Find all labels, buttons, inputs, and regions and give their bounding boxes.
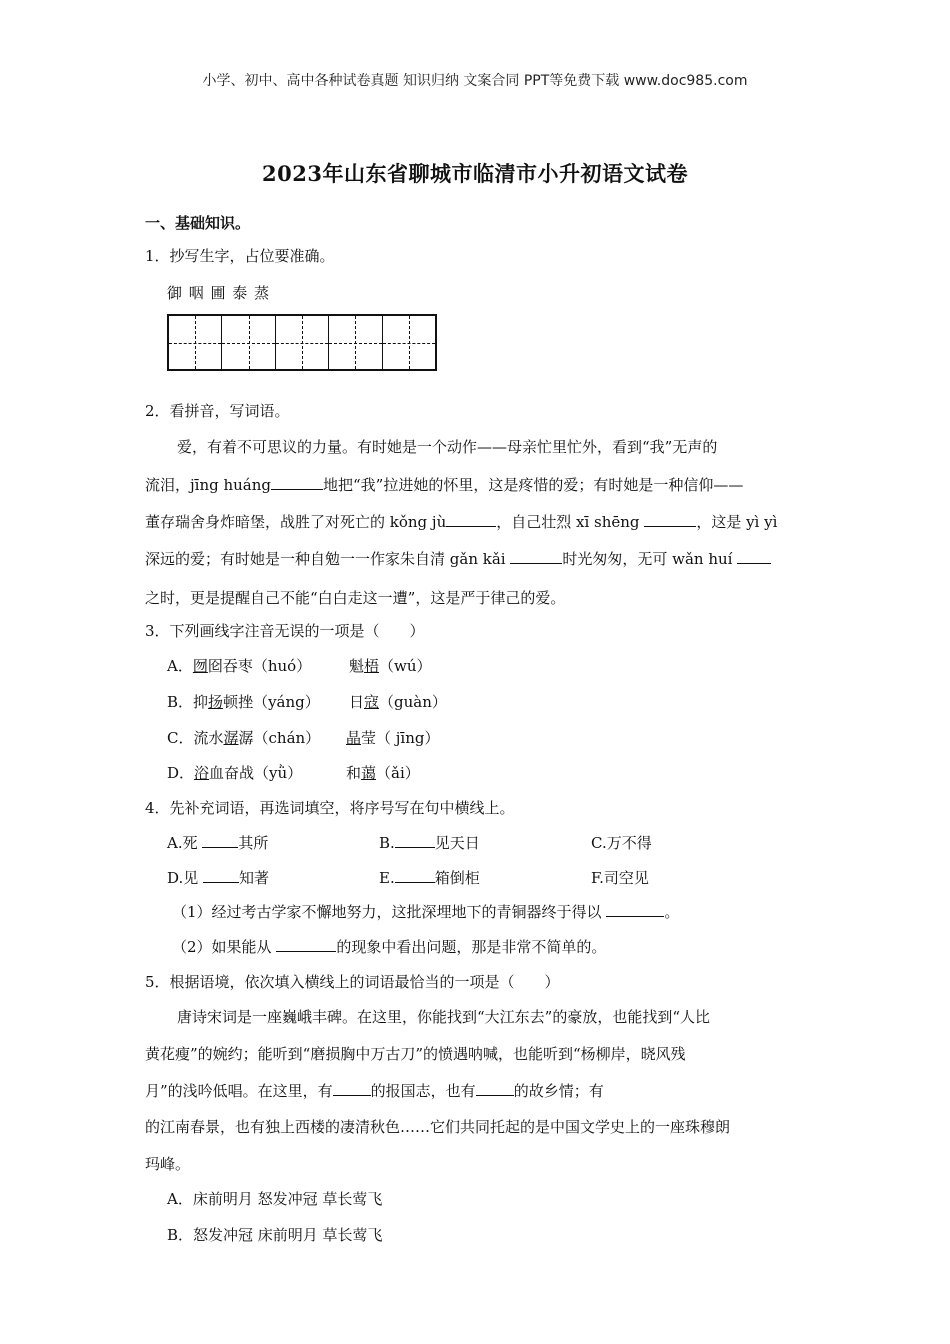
- q1-stem: 1．抄写生字，占位要准确。: [145, 247, 335, 265]
- q3-stem: 3．下列画线字注音无误的一项是（ ）: [145, 622, 425, 640]
- q4-option-b: B. 见天日: [379, 834, 480, 852]
- page-header: 小学、初中、高中各种试卷真题 知识归纳 文案合同 PPT等免费下载 www.doc985.com: [202, 73, 748, 89]
- answer-blank[interactable]: [606, 902, 664, 917]
- q5-line: 唐诗宋词是一座巍峨丰碑。在这里，你能找到“大江东去”的豪放，也能找到“人比: [177, 1008, 711, 1026]
- q5-option-b[interactable]: B．怒发冲冠 床前明月 草长莺飞: [167, 1226, 383, 1244]
- q3-option-d-word2: 和蔼（ǎi）: [346, 764, 420, 782]
- q3-option-c-word2: 晶莹（ jīng）: [346, 729, 440, 747]
- q5-stem: 5．根据语境，依次填入横线上的词语最恰当的一项是（ ）: [145, 973, 560, 991]
- exam-title: 2023年山东省聊城市临清市小升初语文试卷: [262, 161, 688, 186]
- q3-option-b-word2: 日寇（guàn）: [349, 693, 447, 711]
- q4-option-e: E. 箱倒柜: [379, 869, 480, 887]
- q2-stem: 2．看拼音，写词语。: [145, 402, 290, 420]
- section-heading: 一、基础知识。: [145, 214, 251, 232]
- q2-line: 深远的爱；有时她是一种自勉一一作家朱自清 gǎn kǎi 时光匆匆，无可 wǎn huí: [145, 548, 771, 569]
- answer-blank[interactable]: [395, 868, 435, 883]
- q3-option-d[interactable]: D．浴血奋战（yǜ）: [167, 764, 303, 782]
- answer-blank[interactable]: [446, 512, 496, 527]
- q1-characters: 御 咽 圃 泰 蒸: [167, 284, 271, 302]
- writing-grid[interactable]: [167, 314, 437, 371]
- answer-blank[interactable]: [476, 1081, 514, 1096]
- q2-line: 流泪，jīng huáng 地把“我”拉进她的怀里，这是疼惜的爱；有时她是一种信仰——: [145, 476, 744, 494]
- answer-blank[interactable]: [333, 1081, 371, 1096]
- q4-option-f: F.司空见: [591, 869, 649, 887]
- q5-option-a[interactable]: A．床前明月 怒发冲冠 草长莺飞: [167, 1190, 383, 1208]
- q4-option-a: A.死 其所: [167, 834, 269, 852]
- q3-option-b[interactable]: B．抑扬顿挫（yáng）: [167, 693, 320, 711]
- q5-line: 月”的浅吟低唱。在这里，有 的报国志，也有 的故乡情；有: [145, 1082, 604, 1100]
- q5-line: 黄花瘦”的婉约；能听到“磨损胸中万古刀”的愤遇呐喊，也能听到“杨柳岸，晓风残: [145, 1045, 686, 1063]
- q4-stem: 4．先补充词语，再选词填空，将序号写在句中横线上。: [145, 799, 515, 817]
- answer-blank[interactable]: [276, 937, 336, 952]
- answer-blank[interactable]: [202, 833, 238, 848]
- q3-option-a-word2: 魁梧（wú）: [349, 657, 432, 675]
- answer-blank[interactable]: [203, 868, 239, 883]
- grid-cell[interactable]: [276, 316, 329, 369]
- q2-line: 爱，有着不可思议的力量。有时她是一个动作——母亲忙里忙外，看到“我”无声的: [177, 438, 718, 456]
- grid-cell[interactable]: [383, 316, 435, 369]
- q3-option-c[interactable]: C．流水潺潺（chán）: [167, 729, 321, 747]
- q4-option-d: D.见 知著: [167, 869, 270, 887]
- q2-line: 董存瑞舍身炸暗堡，战胜了对死亡的 kǒng jù ，自己壮烈 xī shēng ，这是 yì yì: [145, 513, 778, 531]
- answer-blank[interactable]: [395, 833, 435, 848]
- q4-sentence-2: （2）如果能从 的现象中看出问题，那是非常不简单的。: [172, 938, 607, 956]
- q3-option-a[interactable]: A．囫囵吞枣（huó）: [167, 657, 312, 675]
- grid-cell[interactable]: [169, 316, 222, 369]
- q4-sentence-1: （1）经过考古学家不懈地努力，这批深埋地下的青铜器终于得以 。: [172, 903, 680, 921]
- answer-blank[interactable]: [644, 512, 696, 527]
- q5-line: 玛峰。: [145, 1155, 191, 1173]
- answer-blank[interactable]: [737, 549, 771, 564]
- q5-line: 的江南春景，也有独上西楼的凄清秋色……它们共同托起的是中国文学史上的一座珠穆朗: [145, 1118, 731, 1136]
- answer-blank[interactable]: [510, 549, 562, 564]
- q2-line: 之时，更是提醒自己不能“白白走这一遭”，这是严于律己的爱。: [145, 589, 566, 607]
- q4-option-c: C.万不得: [591, 834, 652, 852]
- grid-cell[interactable]: [222, 316, 275, 369]
- grid-cell[interactable]: [329, 316, 382, 369]
- answer-blank[interactable]: [271, 475, 323, 490]
